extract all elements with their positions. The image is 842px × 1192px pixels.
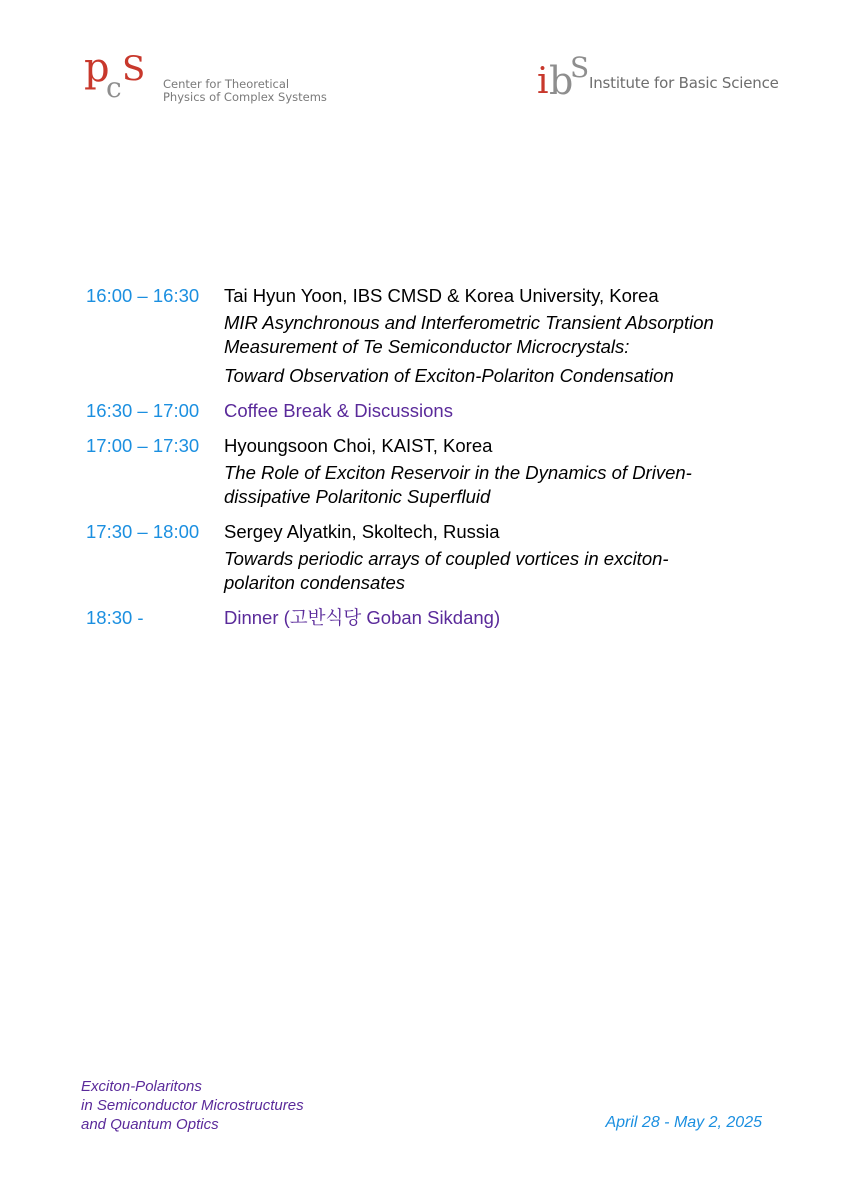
break-event: Coffee Break & Discussions [224,400,453,421]
talk-title [224,547,786,595]
speaker-name: Hyoungsoon Choi, KAIST, Korea [224,435,493,456]
talk-title-line: polariton condensates [224,572,406,593]
conference-name [81,1077,304,1134]
pcs-logo-line2: Physics of Complex Systems [163,90,327,104]
pcs-logo-letter-c: c [106,71,122,104]
ibs-logo-letter-b: b [549,59,574,103]
schedule-entry [86,434,786,509]
entry-content [224,399,786,423]
entry-time: 16:00 – 16:30 [86,285,200,306]
entry-time: 18:30 - [86,607,144,628]
talk-title-line: Measurement of Te Semiconductor Microcrystals: [224,336,630,357]
schedule [86,284,786,641]
conference-name-line: in Semiconductor Microstructures [81,1097,304,1114]
dinner-event: Dinner (고반식당 Goban Sikdang) [224,607,501,628]
entry-time: 16:30 – 17:00 [86,400,200,421]
schedule-entry [86,520,786,595]
conference-name-line: Exciton-Polaritons [81,1078,202,1095]
speaker-name: Tai Hyun Yoon, IBS CMSD & Korea University, Korea [224,285,659,306]
talk-title [224,461,786,509]
speaker-name: Sergey Alyatkin, Skoltech, Russia [224,521,500,542]
conference-name-line: and Quantum Optics [81,1116,219,1133]
talk-title [224,311,786,388]
ibs-logo-letter-s: S [570,51,590,84]
pcs-logo-letter-p: p [84,45,110,91]
ibs-logo-letter-i: i [537,61,549,102]
pcs-logo-letter-s: S [122,49,146,89]
talk-title-line: dissipative Polaritonic Superfluid [224,486,491,507]
ibs-logo [537,51,779,106]
entry-time: 17:30 – 18:00 [86,521,200,542]
talk-title-line: Towards periodic arrays of coupled vortices in exciton- [224,548,669,569]
entry-content [224,284,786,388]
schedule-entry [86,399,786,423]
talk-title-line: Toward Observation of Exciton-Polariton Condensation [224,365,674,386]
ibs-logo-text: Institute for Basic Science [589,74,779,92]
entry-content [224,520,786,595]
entry-content [224,606,786,630]
pcs-logo [84,45,327,104]
pcs-logo-text [163,78,327,104]
schedule-entry [86,606,786,630]
conference-dates: April 28 - May 2, 2025 [605,1114,762,1131]
pcs-logo-line1: Center for Theoretical [163,77,290,91]
talk-title-line: The Role of Exciton Reservoir in the Dynamics of Driven- [224,462,692,483]
talk-title-line: MIR Asynchronous and Interferometric Transient Absorption [224,312,714,333]
entry-time: 17:00 – 17:30 [86,435,200,456]
schedule-entry [86,284,786,388]
entry-content [224,434,786,509]
